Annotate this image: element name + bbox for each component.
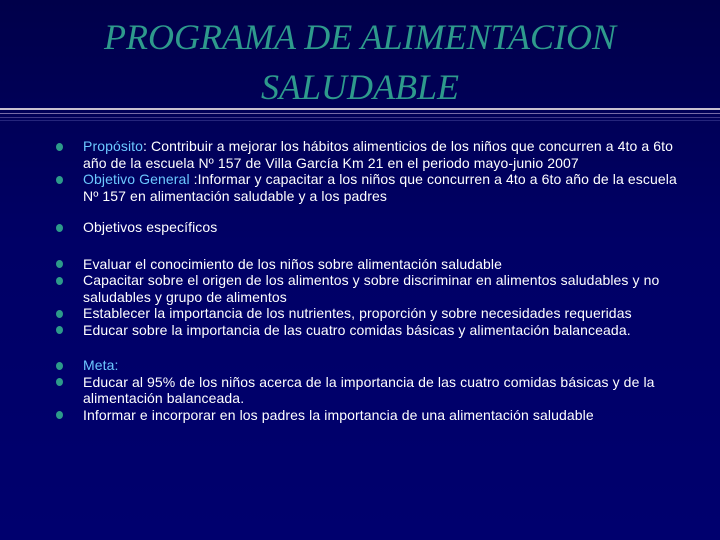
bullet-dot-icon: [56, 310, 63, 318]
bullet-dot-icon: [56, 326, 63, 334]
title-divider-shadow: [0, 117, 720, 118]
bullet-dot-icon: [56, 378, 63, 386]
title-line-2: SALUDABLE: [261, 67, 459, 107]
proposito-label: Propósito: [83, 138, 144, 154]
bullet-item-objetivos-especificos: [48, 219, 680, 236]
bullet-dot-icon: [56, 143, 63, 151]
bullet-dot-icon: [56, 411, 63, 419]
especifico-text: Establecer la importancia de los nutrientes, proporción y sobre necesidades requeridas: [83, 305, 632, 321]
slide-body: [48, 138, 680, 423]
bullet-dot-icon: [56, 224, 63, 232]
proposito-text: : Contribuir a mejorar los hábitos alimenticios de los niños que concurren a 4to a 6to año de la escuela Nº 157 de Villa García Km 21 en el periodo mayo-junio 2007: [83, 138, 674, 171]
bullet-item-objetivo-general: [48, 171, 680, 204]
bullet-item-meta: [48, 357, 680, 374]
meta-text: Educar al 95% de los niños acerca de la importancia de las cuatro comidas básicas y de la alimentación balanceada.: [83, 373, 655, 406]
bullet-item-proposito: [48, 138, 680, 171]
bullet-dot-icon: [56, 260, 63, 268]
meta-text: Informar e incorporar en los padres la importancia de una alimentación saludable: [83, 406, 594, 423]
objetivo-general-label: Objetivo General: [83, 171, 190, 187]
slide-title: [40, 12, 680, 112]
especifico-item: [48, 322, 680, 339]
title-divider: [0, 108, 720, 110]
bullet-dot-icon: [56, 176, 63, 184]
bullet-dot-icon: [56, 277, 63, 285]
meta-label: Meta:: [83, 357, 119, 373]
objetivo-general-text: :Informar y capacitar a los niños que concurren a 4to a 6to año de la escuela Nº 157 en alimentación saludable y a los padres: [83, 171, 677, 204]
bullet-dot-icon: [56, 362, 63, 370]
especifico-text: Evaluar el conocimiento de los niños sobre alimentación saludable: [83, 255, 502, 272]
especifico-item: [48, 256, 680, 273]
title-divider-shadow: [0, 120, 720, 121]
especifico-text: Capacitar sobre el origen de los alimentos y sobre discriminar en alimentos saludables y no saludables y grupo de alimentos: [83, 272, 660, 305]
title-line-1: PROGRAMA DE ALIMENTACION: [104, 17, 616, 57]
especifico-text: Educar sobre la importancia de las cuatro comidas básicas y alimentación balanceada.: [83, 321, 631, 338]
especifico-item: [48, 305, 680, 322]
meta-item: [48, 407, 680, 424]
especifico-item: [48, 272, 680, 305]
objetivos-especificos-heading: Objetivos específicos: [83, 219, 218, 235]
meta-item: [48, 374, 680, 407]
title-divider-shadow: [0, 113, 720, 114]
